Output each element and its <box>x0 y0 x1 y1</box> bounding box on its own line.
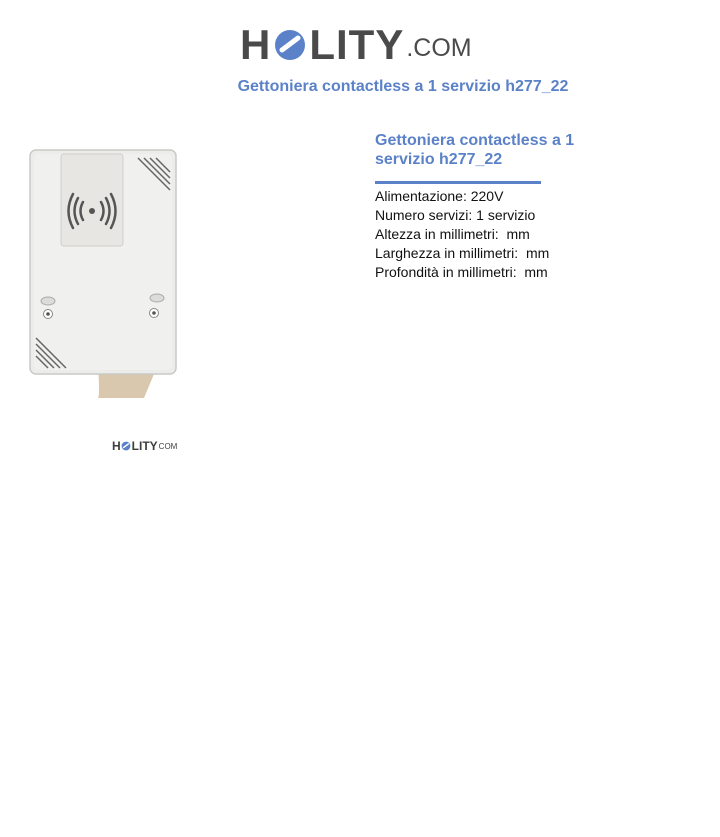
logo-letters-lity: LITY <box>309 21 405 68</box>
holity-logo[interactable] <box>240 12 485 68</box>
spec-row <box>375 206 575 225</box>
spec-row <box>375 187 575 206</box>
logo-wordmark <box>240 22 404 68</box>
spec-label: Numero servizi: <box>375 207 477 223</box>
spec-value: mm <box>502 226 530 242</box>
spec-value: 1 servizio <box>476 207 536 223</box>
heading-divider <box>375 181 541 184</box>
spec-value: mm <box>520 264 548 280</box>
spec-label: Altezza in millimetri: <box>375 226 503 242</box>
logo-o-mark-icon <box>273 28 307 62</box>
page-title: Gettoniera contactless a 1 servizio h277_22 <box>237 78 569 95</box>
watermark-letter-h: H <box>112 439 121 453</box>
coin-box-device-image <box>26 146 182 406</box>
product-heading: Gettoniera contactless a 1 servizio h277_22 <box>375 132 575 168</box>
logo-letter-h: H <box>240 21 272 68</box>
spec-label: Alimentazione: <box>375 188 471 204</box>
product-info <box>375 131 575 282</box>
watermark-logo <box>112 438 182 454</box>
spec-value: mm <box>522 245 550 261</box>
spec-label: Profondità in millimetri: <box>375 264 521 280</box>
spec-row <box>375 244 575 263</box>
watermark-domain: COM <box>158 441 178 451</box>
spec-row <box>375 263 575 282</box>
spec-label: Larghezza in millimetri: <box>375 245 523 261</box>
logo-domain: .COM <box>406 34 472 62</box>
spec-list <box>375 187 575 282</box>
watermark-letters-lity: LITY <box>131 439 158 453</box>
watermark-o-mark-icon <box>121 441 131 451</box>
spec-row <box>375 225 575 244</box>
spec-value: 220V <box>470 188 504 204</box>
